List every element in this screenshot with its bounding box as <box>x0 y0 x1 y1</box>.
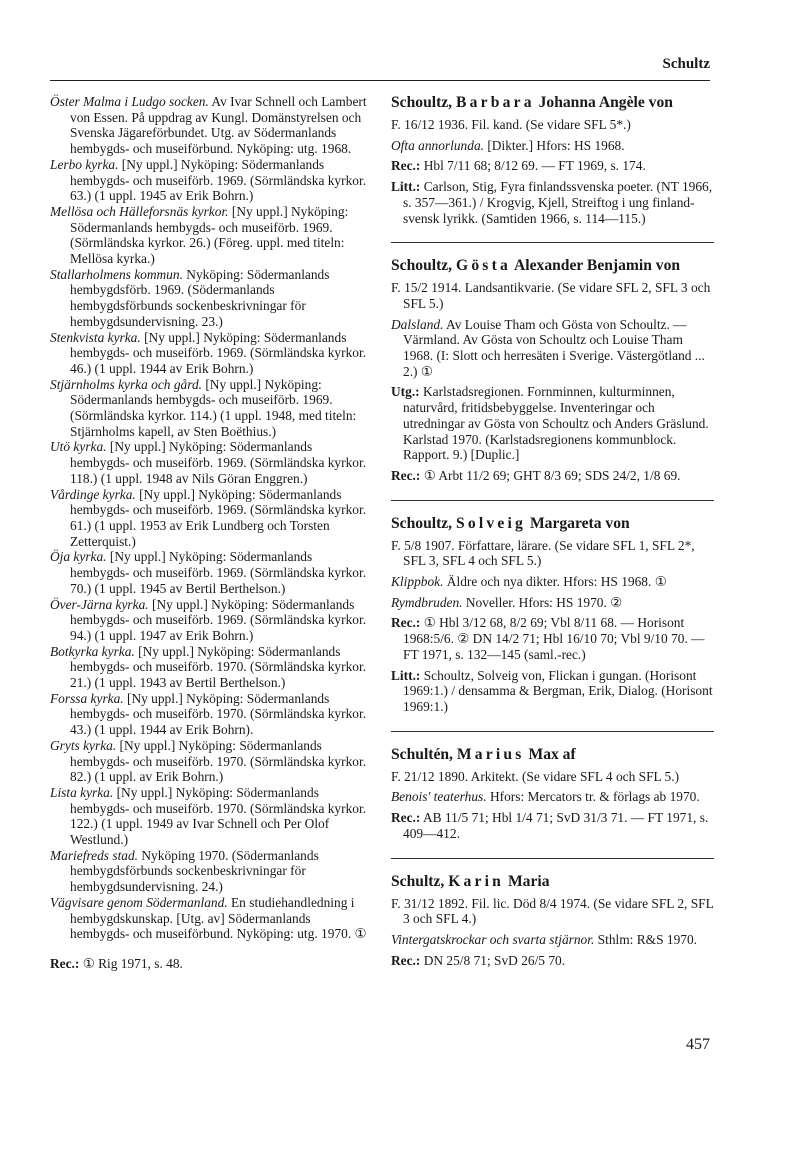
entry-paragraph <box>391 668 714 715</box>
entry-title: Stallarholmens kommun. <box>50 266 183 282</box>
work-title: Ofta annorlunda. <box>391 137 484 153</box>
author-other-names: Alexander Benjamin von <box>510 257 681 275</box>
right-column <box>391 94 714 973</box>
paragraph-text: Hbl 7/11 68; 8/12 69. — FT 1969, s. 174. <box>420 158 646 174</box>
entry-paragraph <box>391 179 714 226</box>
entry-text: [Ny uppl.] Nyköping: Södermanlands hembygds- och museiförb. 1969. (Sörmländska kyrkor. 118.) (1 uppl. 1948 av Nils Göran Enggren.) <box>70 439 367 486</box>
entry-title: Gryts kyrka. <box>50 737 117 753</box>
bibliography-entry <box>50 204 373 267</box>
entry-paragraph <box>391 615 714 662</box>
entry-paragraph <box>391 317 714 380</box>
author-surname: Schultén, <box>391 745 457 763</box>
author-other-names: Max af <box>524 745 576 763</box>
author-given-name: Gösta <box>455 257 511 275</box>
entry-text: [Ny uppl.] Nyköping: Södermanlands hembygds- och museiförb. 1970. (Sörmländska kyrkor. 43.) (1 uppl. 1944 av Erik Bohrn). <box>70 690 367 738</box>
paragraph-text: AB 11/5 71; Hbl 1/4 71; SvD 31/3 71. — FT 1971, s. 409—412. <box>403 810 709 841</box>
bibliography-entry <box>50 785 373 848</box>
paragraph-label: Litt.: <box>391 179 421 195</box>
author-name <box>391 746 714 764</box>
author-given-name: Solveig <box>455 514 527 532</box>
paragraph-text: DN 25/8 71; SvD 26/5 70. <box>420 952 566 968</box>
author-other-names: Johanna Angèle von <box>534 94 673 111</box>
entry-text: [Ny uppl.] Nyköping: Södermanlands hembygds- och museiförb. 1970. (Sörmländska kyrkor. 82.) (1 uppl. av Erik Bohrn.) <box>70 737 367 785</box>
bibliography-entry <box>50 330 373 377</box>
entry-title: Öja kyrka. <box>50 549 107 565</box>
bibliography-entry <box>50 738 373 785</box>
entry-text: [Ny uppl.] Nyköping: Södermanlands hembygds- och museiförb. 1970. (Sörmländska kyrkor. 122.) (1 uppl. 1949 av Ivar Schnell och Per Olof Westlund.) <box>70 784 367 848</box>
entry-text: En studiehandledning i hembygdskunskap. [Utg. av] Södermanlands hembygds- och museiförbund. Nyköping: utg. 1970. ① <box>70 894 367 942</box>
author-name <box>391 873 714 891</box>
paragraph-text: ① Hbl 3/12 68, 8/2 69; Vbl 8/11 68. — Horisont 1968:5/6. ② DN 14/2 71; Hbl 16/10 70; Vbl 9/10 70. — FT 1971, s. 132—145 (saml.-rec.) <box>403 615 705 662</box>
author-name <box>391 257 714 275</box>
entry-paragraph <box>391 280 714 311</box>
entry-text: [Ny uppl.] Nyköping: Södermanlands hembygds- och museiförb. 1969. (Sörmländska kyrkor. 70.) (1 uppl. 1945 av Bertil Berthelson.) <box>70 549 367 596</box>
review-line <box>50 956 373 972</box>
entry-text: [Ny uppl.] Nyköping: Södermanlands hembygds- och museiförb. 1969. (Sörmländska kyrkor. 61.) (1 uppl. 1953 av Erik Lundberg och Torsten Zetterquist.) <box>70 486 367 549</box>
bibliography-entry <box>50 549 373 596</box>
work-title: Vintergatskrockar och svarta stjärnor. <box>391 931 595 947</box>
entry-paragraph <box>391 595 714 611</box>
entry-title: Vägvisare genom Södermanland. <box>50 894 228 910</box>
author-other-names: Margareta von <box>526 514 630 532</box>
bibliography-entry <box>50 267 373 330</box>
paragraph-label: Litt.: <box>391 667 421 683</box>
bibliography-entry <box>50 94 373 157</box>
page-number: 457 <box>686 1036 710 1053</box>
paragraph-text: F. 16/12 1936. Fil. kand. (Se vidare SFL 5*.) <box>391 117 631 132</box>
paragraph-label: Rec.: <box>391 158 421 174</box>
bibliography-entry <box>50 644 373 691</box>
bibliography-entry <box>50 597 373 644</box>
paragraph-label: Rec.: <box>391 810 421 826</box>
bibliography-entry <box>50 895 373 942</box>
entry-paragraph <box>391 538 714 569</box>
paragraph-text: Äldre och nya dikter. Hfors: HS 1968. ① <box>443 574 667 590</box>
paragraph-text: Schoultz, Solveig von, Flickan i gungan. (Horisont 1969:1.) / densamma & Bergman, Erik, Dialog. (Horisont 1969:1.) <box>403 667 713 714</box>
paragraph-text: F. 31/12 1892. Fil. lic. Död 8/4 1974. (Se vidare SFL 2, SFL 3 och SFL 4.) <box>391 895 714 927</box>
entry-text: Nyköping 1970. (Södermanlands hembygdsförbunds sockenbeskrivningar för hembygdsundervisning. 24.) <box>70 847 319 895</box>
entry-title: Stenkvista kyrka. <box>50 329 141 345</box>
entry-paragraph <box>391 158 714 174</box>
entry-text: [Ny uppl.] Nyköping: Södermanlands hembygds- och museiförb. 1969. (Sörmländska kyrkor. 114.) (1 uppl. 1948, med titeln: Stjärnholms kapell, av Sten Boëthius.) <box>70 376 357 439</box>
entry-text: [Ny uppl.] Nyköping: Södermanlands hembygds- och museiförb. 1969. (Sörmländska kyrkor. 26.) (Föreg. uppl. med titeln: Mellösa kyrka.) <box>70 203 349 267</box>
entry-paragraph <box>391 896 714 927</box>
author-given-name: Marius <box>456 745 525 763</box>
entry-separator <box>391 858 714 859</box>
author-surname: Schultz, <box>391 872 449 890</box>
paragraph-label: Utg.: <box>391 384 420 400</box>
author-name <box>391 515 714 533</box>
entry-title: Lista kyrka. <box>50 784 114 800</box>
entry-paragraph <box>391 953 714 969</box>
paragraph-text: Av Louise Tham och Gösta von Schoultz. — Värmland. Av Gösta von Schoultz och Louise Tham 1968. (I: Slott och herresäten i Sverige. Västergötland ... 2.) ① <box>403 316 705 379</box>
entry-paragraph <box>391 932 714 948</box>
left-column <box>50 94 373 972</box>
entry-paragraph <box>391 468 714 484</box>
rec-text: ① Rig 1971, s. 48. <box>79 955 183 971</box>
bibliography-entry <box>50 691 373 738</box>
entry-title: Mariefreds stad. <box>50 847 139 863</box>
paragraph-text: ① Arbt 11/2 69; GHT 8/3 69; SDS 24/2, 1/8 69. <box>420 467 681 483</box>
entry-text: Av Ivar Schnell och Lambert von Essen. På uppdrag av Kungl. Domänstyrelsen och Svenska Jägareförbundet. Utg. av Södermanlands hembygds- och museiförbund. Nyköping: utg. 1968. <box>70 94 367 157</box>
author-surname: Schoultz, <box>391 257 456 275</box>
bibliography-entry <box>50 439 373 486</box>
paragraph-text: Noveller. Hfors: HS 1970. ② <box>462 594 623 610</box>
entry-title: Lerbo kyrka. <box>50 156 119 172</box>
entry-text: [Ny uppl.] Nyköping: Södermanlands hembygds- och museiförb. 1970. (Sörmländska kyrkor. 21.) (1 uppl. 1943 av Bertil Berthelson.) <box>70 643 367 691</box>
entry-text: [Ny uppl.] Nyköping: Södermanlands hembygds- och museiförb. 1969. (Sörmländska kyrkor. 94.) (1 uppl. 1947 av Erik Bohrn.) <box>70 596 367 643</box>
header-rule <box>50 80 710 81</box>
entry-title: Vårdinge kyrka. <box>50 486 136 502</box>
entry-title: Stjärnholms kyrka och gård. <box>50 376 202 392</box>
paragraph-label: Rec.: <box>391 952 421 968</box>
entry-title: Mellösa och Hälleforsnäs kyrkor. <box>50 203 229 219</box>
author-entry <box>391 94 714 226</box>
author-other-names: Maria <box>504 872 550 890</box>
author-surname: Schoultz, <box>391 514 456 532</box>
work-title: Klippbok. <box>391 574 444 590</box>
paragraph-text: [Dikter.] Hfors: HS 1968. <box>484 137 625 153</box>
author-entry <box>391 746 714 842</box>
author-given-name: Barbara <box>455 94 535 111</box>
entry-title: Utö kyrka. <box>50 439 107 455</box>
author-name <box>391 94 714 112</box>
entry-paragraph <box>391 769 714 785</box>
entry-title: Över-Järna kyrka. <box>50 596 149 612</box>
work-title: Rymdbruden. <box>391 594 463 610</box>
paragraph-text: Hfors: Mercators tr. & förlags ab 1970. <box>486 789 700 805</box>
author-given-name: Karin <box>448 872 505 890</box>
paragraph-text: Karlstadsregionen. Fornminnen, kulturminnen, naturvård, fritidsbebyggelse. Inventeringar och utredningar av Gösta von Schoultz och Anders Gräslund. Karlstad 1970. (Karlstadsregionens kommunblock. Rapport. 9.) [Duplic.] <box>403 384 709 463</box>
paragraph-text: F. 15/2 1914. Landsantikvarie. (Se vidare SFL 2, SFL 3 och SFL 5.) <box>391 280 711 311</box>
paragraph-text: Carlson, Stig, Fyra finlandssvenska poeter. (NT 1966, s. 357—361.) / Krogvig, Kjell, Streiftog i ung finland-svensk lyrikk. (Samtiden 1966, s. 114—115.) <box>403 179 713 226</box>
entry-separator <box>391 500 714 501</box>
author-entry <box>391 257 714 483</box>
entry-text: [Ny uppl.] Nyköping: Södermanlands hembygds- och museiförb. 1969. (Sörmländska kyrkor. 63.) (1 uppl. 1945 av Erik Bohrn.) <box>70 156 367 204</box>
work-title: Benois' teaterhus. <box>391 789 487 805</box>
bibliography-entry <box>50 377 373 440</box>
entry-paragraph <box>391 810 714 841</box>
work-title: Dalsland. <box>391 316 444 332</box>
paragraph-text: F. 5/8 1907. Författare, lärare. (Se vidare SFL 1, SFL 2*, SFL 3, SFL 4 och SFL 5.) <box>391 537 695 569</box>
entry-paragraph <box>391 384 714 463</box>
entry-separator <box>391 731 714 732</box>
entry-title: Öster Malma i Ludgo socken. <box>50 94 209 109</box>
paragraph-text: Sthlm: R&S 1970. <box>594 931 698 947</box>
entry-paragraph <box>391 117 714 133</box>
entry-text: Nyköping: Södermanlands hembygdsförb. 1969. (Södermanlands hembygdsförbunds sockenbeskrivningar för hembygdsundervisning. 23.) <box>70 266 330 329</box>
entry-title: Forssa kyrka. <box>50 690 124 706</box>
bibliography-entry <box>50 487 373 550</box>
rec-label: Rec.: <box>50 955 80 971</box>
entry-separator <box>391 242 714 243</box>
author-surname: Schoultz, <box>391 94 456 111</box>
bibliography-entry <box>50 848 373 895</box>
bibliography-entry <box>50 157 373 204</box>
paragraph-label: Rec.: <box>391 467 421 483</box>
entry-paragraph <box>391 138 714 154</box>
paragraph-text: F. 21/12 1890. Arkitekt. (Se vidare SFL 4 och SFL 5.) <box>391 768 680 784</box>
entry-title: Botkyrka kyrka. <box>50 643 135 659</box>
running-head: Schultz <box>662 56 710 72</box>
entry-text: [Ny uppl.] Nyköping: Södermanlands hembygds- och museiförb. 1969. (Sörmländska kyrkor. 46.) (1 uppl. 1944 av Erik Bohrn.) <box>70 329 367 376</box>
author-entry <box>391 873 714 969</box>
author-entry <box>391 515 714 715</box>
entry-paragraph <box>391 574 714 590</box>
paragraph-label: Rec.: <box>391 615 421 631</box>
entry-paragraph <box>391 789 714 805</box>
